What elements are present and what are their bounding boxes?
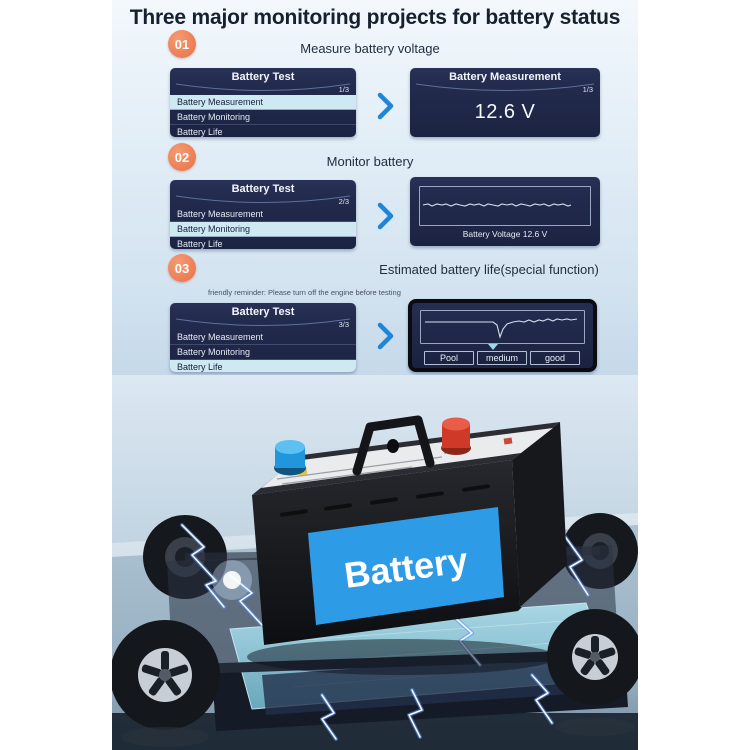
menu-header	[170, 180, 356, 207]
front-left-wheel	[112, 620, 220, 730]
menu-header	[170, 303, 356, 330]
next-arrow-icon	[374, 202, 396, 230]
next-arrow-icon	[374, 92, 396, 120]
step-3-caption: Estimated battery life(special function)	[379, 262, 599, 277]
step-2-caption: Monitor battery	[326, 154, 414, 169]
menu-page-indicator: 1/3	[338, 85, 349, 94]
menu-list	[170, 207, 356, 249]
voltage-waveform-line	[420, 187, 588, 223]
battery-life-chart	[420, 310, 585, 344]
step-3-badge	[168, 254, 196, 282]
step-2-number: 02	[174, 149, 190, 165]
menu-item-highlighted: Battery Monitoring	[170, 222, 356, 237]
battery-life-curve	[421, 311, 582, 341]
wheel-reflection	[555, 718, 635, 736]
step-1-result-screen	[410, 68, 600, 137]
battery-panel-label: Battery	[341, 539, 471, 596]
menu-title: Battery Test	[231, 183, 295, 195]
step-2-result-screen	[410, 177, 600, 246]
header-swoosh-line	[410, 83, 600, 95]
step-3-number: 03	[174, 260, 190, 276]
menu-page-indicator: 2/3	[338, 197, 349, 206]
waveform-caption: Battery Voltage 12.6 V	[462, 229, 548, 239]
menu-list	[170, 95, 356, 137]
menu-item: Battery Life	[170, 237, 356, 249]
positive-terminal-red	[441, 418, 471, 456]
header-swoosh-line	[170, 83, 356, 95]
step-1-menu-screen	[170, 68, 356, 137]
step-1-badge	[168, 30, 196, 58]
menu-title: Battery Test	[231, 306, 295, 318]
menu-item-highlighted: Battery Life	[170, 360, 356, 372]
handle-pivot	[387, 439, 399, 453]
scale-label-good: good	[530, 351, 580, 365]
menu-item: Battery Monitoring	[170, 345, 356, 360]
wheel-reflection	[121, 727, 209, 747]
menu-page-indicator: 3/3	[338, 320, 349, 329]
menu-item: Battery Measurement	[170, 330, 356, 345]
label-logo-red	[504, 437, 513, 444]
friendly-reminder-note: friendly reminder: Please turn off the engine before testing	[208, 288, 401, 297]
battery-shadow	[247, 639, 557, 675]
content-column	[112, 0, 638, 750]
scale-label-pool: Pool	[424, 351, 474, 365]
menu-item: Battery Measurement	[170, 207, 356, 222]
menu-title: Battery Test	[231, 71, 295, 83]
scale-pointer-triangle-icon	[488, 344, 498, 350]
page-title: Three major monitoring projects for battery status	[129, 6, 621, 29]
scale-label-medium: medium	[477, 351, 527, 365]
battery-on-chassis-photo	[112, 375, 638, 750]
voltage-value: 12.6 V	[474, 101, 536, 123]
menu-item: Battery Life	[170, 125, 356, 137]
result-header	[410, 68, 600, 95]
step-2-badge	[168, 143, 196, 171]
voltage-waveform-chart	[419, 186, 591, 226]
step-2-menu-screen	[170, 180, 356, 249]
result-page-indicator: 1/3	[582, 85, 593, 94]
menu-header	[170, 68, 356, 95]
menu-list	[170, 330, 356, 372]
battery-life-scale-bar	[424, 351, 580, 365]
menu-item-highlighted: Battery Measurement	[170, 95, 356, 110]
step-1-number: 01	[174, 36, 190, 52]
header-swoosh-line	[170, 318, 356, 330]
menu-item: Battery Monitoring	[170, 110, 356, 125]
header-swoosh-line	[170, 195, 356, 207]
negative-terminal-blue	[274, 440, 306, 476]
step-3-result-screen	[408, 299, 597, 372]
step-1-caption: Measure battery voltage	[300, 41, 440, 56]
result-title: Battery Measurement	[449, 71, 561, 83]
step-3-menu-screen	[170, 303, 356, 372]
next-arrow-icon	[374, 322, 396, 350]
